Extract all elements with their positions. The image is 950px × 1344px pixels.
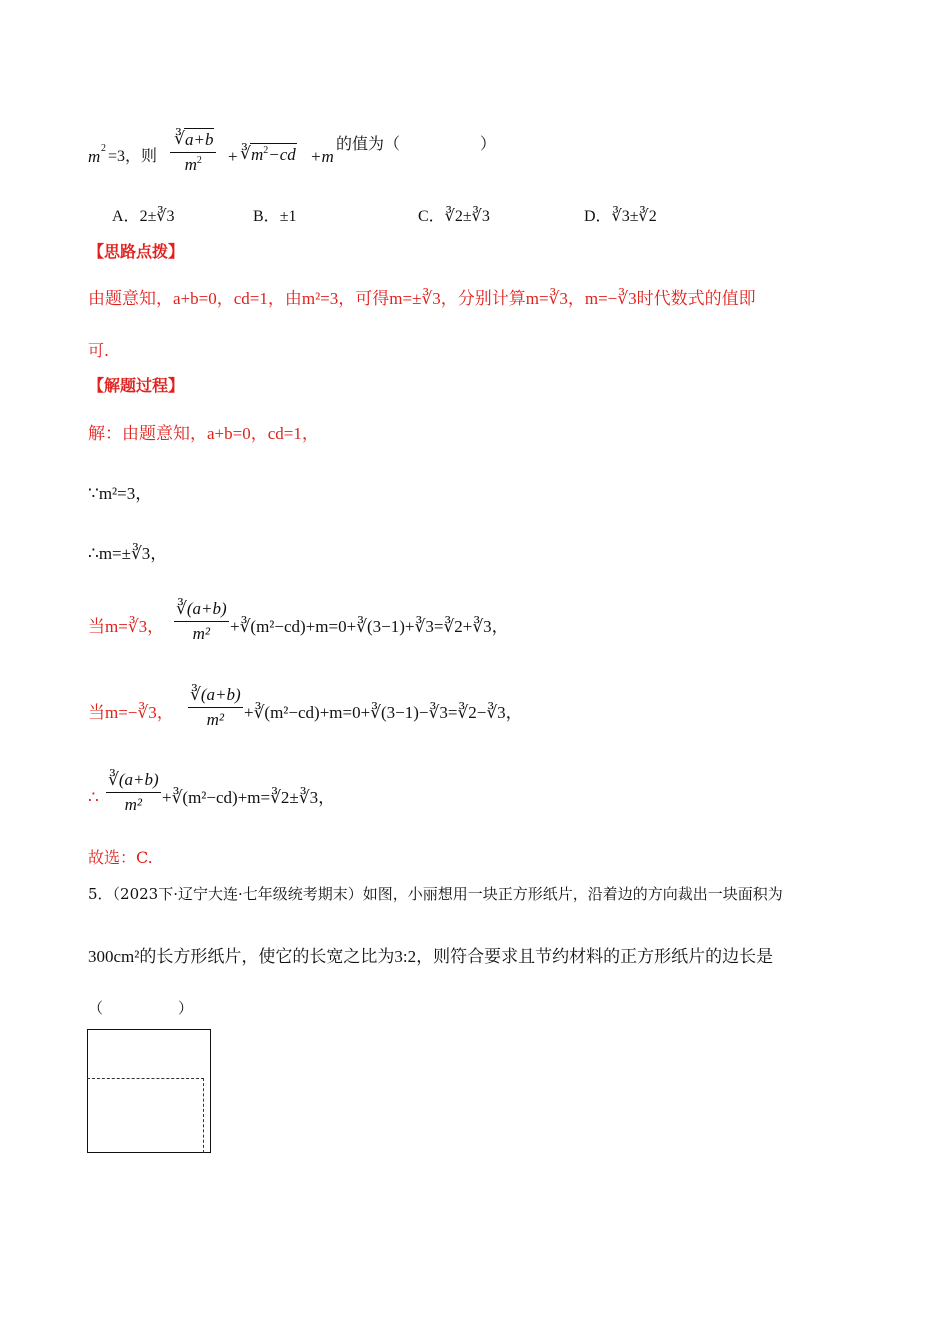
hint-heading: 【思路点拨】 — [88, 242, 185, 261]
stem-rad2: ∛ $m^2-cd$ — [240, 144, 296, 164]
choice-c[interactable]: C．∛2±∛3 — [418, 208, 490, 225]
q5-line1: 5．（2023下·辽宁大连·七年级统考期末）如图，小丽想用一块正方形纸片，沿着边的方向裁出一块面积为 — [88, 885, 783, 903]
choice-a[interactable]: A．2±∛3 — [112, 208, 175, 225]
stem-m: m — [88, 147, 101, 166]
hint-line1: 由题意知，a+b=0，cd=1，由m²=3，可得m=±∛3，分别计算m=∛3，m=−∛3时代数式的值即 — [88, 289, 756, 308]
stem-tail: +m — [310, 147, 334, 166]
hint-line2: 可. — [88, 341, 110, 360]
step5-fraction: $\frac{∛(a+b)}{\text{m²}}$ — [190, 685, 241, 729]
step6-rest: +∛(m²−cd)+m=∛2±∛3， — [162, 788, 336, 807]
stem-num: a+b — [185, 130, 214, 149]
step6-prefix: ∴ — [88, 788, 99, 807]
stem-den: m — [184, 155, 197, 174]
step6-fraction: $\frac{∛(a+b)}{\text{m²}}$ — [108, 770, 159, 814]
step4-rest: +∛(m²−cd)+m=0+∛(3−1)+∛3=∛2+∛3， — [230, 617, 509, 636]
stem-eq: =3，则 — [108, 148, 158, 165]
q4-stem — [88, 128, 497, 184]
stem-suffix: 的值为（ ） — [336, 136, 497, 153]
solution-answer: 故选：C. — [88, 848, 153, 867]
solution-heading: 【解题过程】 — [88, 376, 185, 395]
choice-b[interactable]: B．±1 — [253, 208, 297, 225]
q5-line3: （ ） — [88, 999, 194, 1017]
stem-den-exp: 2 — [196, 155, 202, 166]
solution-step1: 解：由题意知，a+b=0，cd=1， — [88, 424, 319, 443]
step4-fraction: $\frac{∛(a+b)}{\text{m²}}$ — [176, 599, 227, 643]
q5-line2: 300cm²的长方形纸片，使它的长宽之比为3:2，则符合要求且节约材料的正方形纸片的边长是 — [88, 947, 774, 966]
step5-rest: +∛(m²−cd)+m=0+∛(3−1)−∛3=∛2−∛3， — [244, 703, 523, 722]
step5-prefix: 当m=−∛3， — [88, 703, 174, 722]
solution-step3: ∴m=±∛3， — [88, 544, 168, 563]
stem-fraction: ∛ a+b $m^2$ — [168, 128, 218, 176]
choice-d[interactable]: D．∛3±∛2 — [584, 208, 657, 225]
cut-rectangle-dashed — [87, 1078, 204, 1153]
stem-exp: 2 — [101, 143, 106, 154]
step4-prefix: 当m=∛3， — [88, 617, 165, 636]
solution-step2: ∵m²=3， — [88, 484, 153, 503]
stem-plus: + — [228, 147, 238, 166]
